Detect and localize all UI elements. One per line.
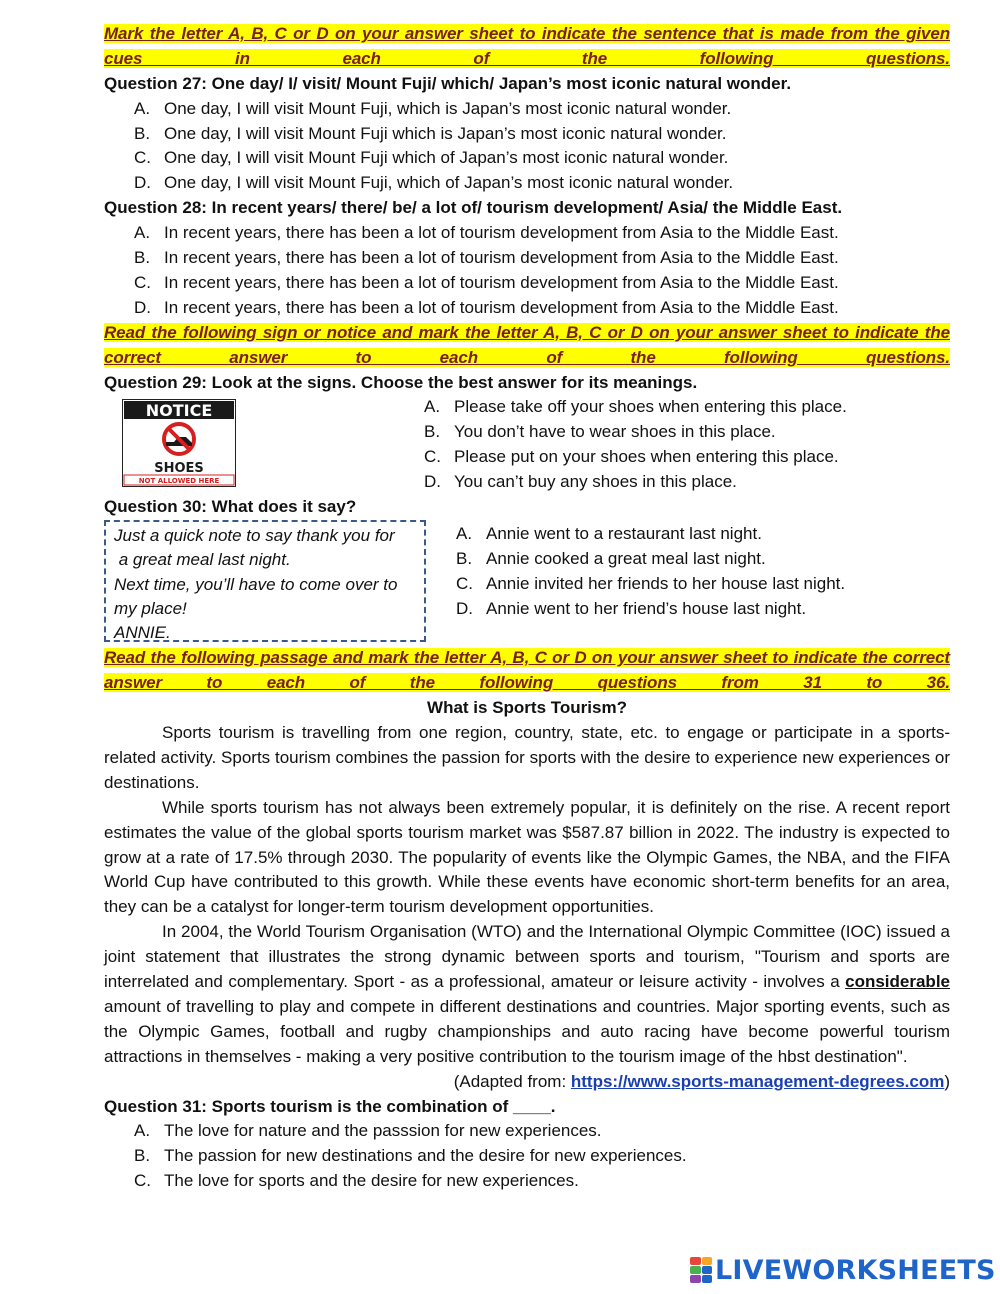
- question-29-prompt: Question 29: Look at the signs. Choose the best answer for its meanings.: [104, 372, 698, 392]
- note-line: Just a quick note to say thank you for: [114, 526, 395, 546]
- passage-paragraph-2: While sports tourism has not always been extremely popular, it is definitely on the rise. A recent report estimates the value of the global sports tourism market was $587.87 billion in 2022. The industry is expected to grow at a rate of 17.5% through 2030. The popularity of events like the Olympic Games, the NBA, and the FIFA World Cup have contributed to this growth. While these events have economic short-term benefits for an area, they can be a catalyst for longer-term tourism development opportunities.: [104, 797, 950, 917]
- liveworksheets-logo-text: LIVEWORKSHEETS: [715, 1254, 996, 1286]
- question-31-prompt: Question 31: Sports tourism is the combination of ____.: [104, 1096, 556, 1116]
- sign-notice-label: NOTICE: [145, 401, 213, 421]
- option-b[interactable]: B. One day, I will visit Mount Fuji which is Japan’s most iconic natural wonder.: [134, 123, 727, 143]
- passage-title: What is Sports Tourism?: [427, 698, 627, 718]
- option-d[interactable]: D. In recent years, there has been a lot of tourism development from Asia to the Middle East.: [134, 297, 839, 317]
- option-c[interactable]: C. Please put on your shoes when entering this place.: [424, 447, 839, 467]
- note-box: [104, 520, 426, 642]
- option-b[interactable]: B. The passion for new destinations and the desire for new experiences.: [134, 1146, 687, 1166]
- instruction-text: Read the following sign or notice and mark the letter A, B, C or D on your answer sheet to indicate the correct answer to each of the following questions.: [104, 322, 950, 367]
- option-d[interactable]: D. Annie went to her friend’s house last night.: [456, 598, 807, 618]
- passage-paragraph-3: In 2004, the World Tourism Organisation (WTO) and the International Olympic Committee (IOC) issued a joint statement that illustrates the strong dynamic between sports and tourism, "Tourism and sports are interrelated and complementary. Sport - as a professional, amateur or leisure activity - involves a considerable amount of travelling to play and compete in different destinations and countries. Major sporting events, such as the Olympic Games, football and rugby championships and auto racing have become powerful tourism attractions in themselves - making a very positive contribution to the tourism image of the hbst destination".: [104, 922, 950, 1066]
- option-b[interactable]: B. Annie cooked a great meal last night.: [456, 549, 766, 569]
- option-b[interactable]: B. You don’t have to wear shoes in this place.: [424, 422, 776, 442]
- instruction-signs: [104, 321, 950, 371]
- note-line: my place!: [114, 598, 187, 618]
- instruction-text: Read the following passage and mark the letter A, B, C or D on your answer sheet to indicate the correct answer to each of the following questions from 31 to 36.: [104, 648, 950, 693]
- option-c[interactable]: C. In recent years, there has been a lot of tourism development from Asia to the Middle East.: [134, 272, 839, 292]
- question-30-prompt: Question 30: What does it say?: [104, 497, 357, 517]
- option-a[interactable]: A. Please take off your shoes when entering this place.: [424, 397, 847, 417]
- sign-not-allowed-label: NOT ALLOWED HERE: [138, 477, 220, 486]
- instruction-text: Mark the letter A, B, C or D on your answer sheet to indicate the sentence that is made from the given cues in each of the following questions.: [104, 24, 950, 68]
- option-b[interactable]: B. In recent years, there has been a lot of tourism development from Asia to the Middle East.: [134, 248, 839, 268]
- question-27-prompt: Question 27: One day/ I/ visit/ Mount Fuji/ which/ Japan’s most iconic natural wonder.: [104, 73, 792, 93]
- passage-paragraph-1: Sports tourism is travelling from one region, country, state, etc. to engage or participate in a sports-related activity. Sports tourism combines the passion for sports with the desire to experience new experiences or destinations.: [104, 722, 950, 792]
- question-27-options: [104, 97, 950, 197]
- source-link[interactable]: https://www.sports-management-degrees.com: [570, 1071, 945, 1091]
- instruction-passage: [104, 646, 950, 696]
- option-a[interactable]: A. The love for nature and the passsion for new experiences.: [134, 1121, 602, 1141]
- question-30-block: [104, 520, 950, 646]
- note-line: a great meal last night.: [114, 550, 291, 570]
- keyword-considerable: considerable: [845, 972, 950, 992]
- option-c[interactable]: C. One day, I will visit Mount Fuji which of Japan’s most iconic natural wonder.: [134, 148, 729, 168]
- instruction-sentence-building: [104, 22, 950, 72]
- question-30-options: [456, 522, 845, 622]
- question-29-block: [104, 395, 950, 495]
- option-c[interactable]: C. The love for sports and the desire for new experiences.: [134, 1171, 579, 1191]
- question-29-options: [394, 395, 847, 495]
- option-d[interactable]: D. You can’t buy any shoes in this place.: [424, 472, 737, 492]
- question-28-prompt: Question 28: In recent years/ there/ be/ a lot of/ tourism development/ Asia/ the Middle East.: [104, 198, 843, 218]
- option-c[interactable]: C. Annie invited her friends to her house last night.: [456, 574, 846, 594]
- sign-shoes-label: SHOES: [154, 461, 204, 477]
- liveworksheets-logo-icon: [690, 1257, 712, 1283]
- note-line: ANNIE.: [114, 623, 171, 643]
- option-a[interactable]: A. One day, I will visit Mount Fuji, which is Japan’s most iconic natural wonder.: [134, 98, 732, 118]
- note-line: Next time, you’ll have to come over to: [114, 574, 398, 594]
- passage-source: (Adapted from: https://www.sports-management-degrees.com): [453, 1071, 950, 1091]
- no-shoes-notice-sign: [122, 399, 236, 487]
- question-31-options: [104, 1119, 950, 1194]
- liveworksheets-logo: [690, 1254, 996, 1286]
- option-d[interactable]: D. One day, I will visit Mount Fuji, which of Japan’s most iconic natural wonder.: [134, 173, 734, 193]
- question-28-options: [104, 221, 950, 321]
- option-a[interactable]: A. Annie went to a restaurant last night.: [456, 524, 762, 544]
- option-a[interactable]: A. In recent years, there has been a lot of tourism development from Asia to the Middle East.: [134, 223, 839, 243]
- worksheet-page: [104, 22, 950, 1194]
